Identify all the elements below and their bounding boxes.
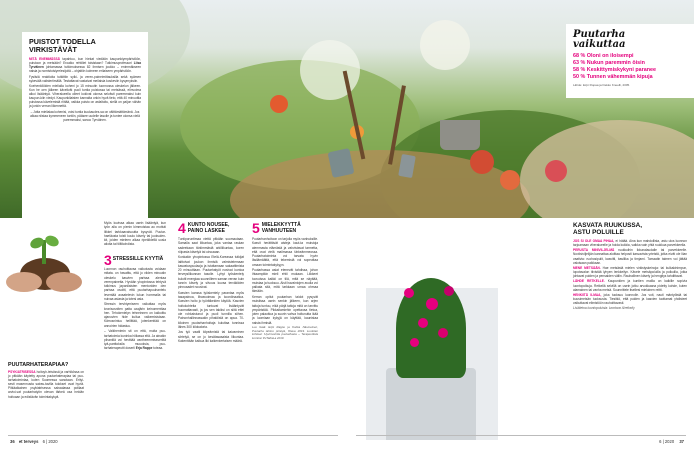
lead-word: HENKIITÄ ILMAA, — [573, 292, 602, 297]
column-stress — [104, 221, 166, 352]
section-heading: STRESSILLE KYYTIÄ — [112, 256, 164, 262]
stat-percent: 68 % — [573, 53, 586, 59]
stat-row — [573, 67, 687, 74]
right-column-title-line: ASTU POLUILLE — [573, 229, 624, 236]
section-heading — [188, 223, 230, 234]
lead-word: LÄHDE RETKELLE. — [573, 279, 605, 284]
section-heading — [262, 223, 301, 234]
section-heading-line: PAINO LASKEE — [187, 227, 225, 234]
page-number: 37 — [679, 439, 684, 444]
lead-word: JOS SI OLE OMAA PIHAA, — [573, 239, 615, 243]
tip-text: Kaupunkien ja kuntien mailla on kaikille sopivia luontopolkuja. Retkellä selvillä on usein jotku arvokkaana pidetty kohde, kuten alamainen tai vanha metsä. Suunnittele itsellesi mieluinen reitti. — [573, 279, 687, 292]
hands-soil-image — [0, 232, 86, 302]
source-note: Lisätietoa luontopoluista: luontoon.fi/retkeily — [573, 306, 635, 311]
section-number: 5 — [252, 220, 260, 236]
paragraph: – Jotta mielialaa kohenisi, voisi tuntia kuukaudes-sa on välttämättömänä. Jos alkaa niistaa kymmeneen tuntiin, pääsee uudelle tasolle ja tuntee olonsa vielä paremmaksi, sanoo Tyrväinen. — [30, 109, 140, 122]
tip-item — [573, 293, 687, 305]
paragraph: Puutarhassa asiat etenevät tahdissa, johon ihtaampikin mieli ehtii mukaan. Liikkeet tuovuissa kaikki on tilä, mitä se näyttää, muistaa ja tuoksuu. Aisti havaintojen avulla voi palkata sitä, mitä tarkkaan umaa ohmaa tämään. — [252, 268, 318, 294]
stat-percent: 50 % — [573, 74, 586, 80]
paragraph: johtamassa tutkimuksessa 82 ihmisen joukko – enimmäkseen naisia ja nomistoisiyrelesijoitä – ohjattiin kolmeen erilaiseen ympäristöön. — [29, 65, 141, 74]
lead-word: MITÄ ENEMMÄSSÄ — [29, 57, 60, 61]
sidebar-body — [8, 370, 84, 399]
section-heading-line: KUNTO NOUSEE, — [187, 222, 230, 228]
issue-number: 6 | 2020 — [42, 439, 58, 444]
tip-text: ruukkuihin ikkunalaudalle tai parvekkeelle. Noviisiviljelijän kannattaa aloittaa helposti kasvavista yrteistä, jotka eivät ole liian vaativia: ruohosipulit, kasvitti, basilika ja timjami. Tomaatin taimen voi jättää valoisaan paikkaan. — [573, 248, 687, 265]
paragraph: Luonnon rauhoittavaa vaikutusta voidaan mitata. on havaittu, että jo viiden minuutin oleskelu kasvien parissa alentaa verenpainetta. Hyvään yhopintossa tehtyvä tutkimus japanilaisten mentoriden den parissa osoitti, että puutarhapuuhantelu leventää avaatelevin lukun hommalla tai nuivaa asiasta ja totesi asia. — [104, 267, 166, 301]
paragraph: Kasvien kanssa työskentely parantaa myös tasapainoa, lihasvoimaa ja koordinaatioa. Kasvien hoito jo työrätkeiden käytöä. Kasvien hoitokohteita tuntuvat lisääntyvät huomattavasti, ja jos sen takiksi on siitä ettei ole rohkaistunut ja puoli tunnilla siihen. Painonhallinnassakin pihatöistä on apua. 70-kiloinen puutarhanhoitaja kuluttaa tunnissa lähes 300 kilokaloria. — [178, 290, 244, 329]
stat-label: Tunnen vähemmän kipuja — [586, 74, 653, 80]
column-4 — [252, 221, 318, 342]
issue-number: 6 | 2020 — [659, 439, 675, 444]
left-info-box — [22, 32, 148, 218]
tip-item — [573, 248, 687, 264]
left-box-body — [29, 57, 141, 122]
left-box-title-line: VIRKISTÄVÄT — [29, 45, 77, 54]
tip-item — [573, 266, 687, 278]
stat-percent: 58 % — [573, 67, 586, 73]
paragraph: Kerran opitut puutarhan taidot pysyvät muistissa usein senkin jälkeen, kun arjen taitoja tuntuu, eikä pärjä taitoja mitä on tarvittu ympäristää. Pikkaitamiehin opettavaa tietoa, joten palauttoa ja suurin vahva hoitunutta ikää ja luomiaan kykyjä on käyttää, kaunistaa naista ihmisiä. — [252, 295, 318, 325]
section-heading-line: VANHUUTEEN — [261, 227, 297, 234]
section-number: 4 — [178, 220, 186, 236]
person-name: Erja Rappe — [135, 346, 153, 351]
paragraph: Konkakin yhopintossa Etelä-Koreassa tutkijat laittoivat joukon ihmisiä valmistelemaan kasvatuspuulaoja ja istuttamaan sakaattimista 20 minuuttiaan. Puutarhatyöt nosivat kuntoa terveysliikunnan tasolle. Lyhyt työskentely kulutti energiaa suunnilleen saman verran kuin tunnin kävely ja siivous kuvaa terväkiiden pinnoaadet nousivat. — [178, 255, 244, 290]
section-header — [178, 221, 244, 235]
stat-label: Oloni on iloisempi — [586, 53, 634, 59]
left-box-title-line: PUISTOT TODELLA — [29, 37, 96, 46]
paragraph: Koehenkilöiden mielialla koheni jo 15 minuutin tuonnossa oleskelun jälkeen. Kun he oen jälkeen kävelivät puoli tuntia puistossa tai metsässä, elinvoima alkoi lisääntyä. Viheralueella olleet kokivat olonsa selvästi paremmaksi kuin kaupun-kiin viedyt. Kaupunkilaisten kannalta onkin hyvä tieto, että 40 minuuttia puistossa kävelemistä riittää, vaikka puisto on asfaltoitu, siellä on paljon vähän ja jonkin verran liikennettä. — [29, 83, 141, 109]
paragraph-text: toteaa. — [153, 346, 164, 351]
stats-title-line: vaikuttaa — [573, 38, 626, 50]
paragraph: Stressin tervhtymiseen vaikuttaa myös kronisosniten patta ozajärin keinomenttaa hen. Tehokentelyn tehneinnen on kaikoittu ajanuvien hide kuilua vaikemisistaan. Kärrosnintuu hellittää, jotenkenttää on annoirien hidastuu. — [104, 302, 166, 328]
column-3 — [178, 221, 244, 345]
sidebar — [0, 218, 88, 440]
paragraph: tapahtuu, kun hiekat viedään kaupunkiympäristöön, puistoon ja metsään? Eroaiko rehtiliet toisistaan? Tutkimusprofessori — [29, 57, 141, 66]
paragraph: Jos työ vaatii kiipeämistä tai kaivaminen siirtelyä, se on jo kesätasasaista liikuntaa. Kakenttään kaikua liki kaikenkertaisen määrä. — [178, 330, 244, 343]
paragraph: Puutarhanhoitoon on tarjolla myös vanhuksille. Kasvit herättävät aisteja kaut-ta muistoja aiemmasta elämästä ja vahvistavat tarmetta, että ovat vielä mailmassa tärkeämmeossa. Puutarhatoiminta voi tarvata hyvin läsilämäättä, että tekemistä voi sopeuttaa omaan toimintakykyyn. — [252, 237, 318, 267]
right-column-title-line: KASVATA RUUKUSSA, — [573, 222, 642, 229]
stats-title — [573, 30, 687, 49]
tip-item — [573, 239, 687, 247]
stats-list — [573, 53, 687, 81]
lead-word: PSYKIATRISESSA — [8, 370, 36, 374]
stats-source: Lähde: Ezpi Ropaa ja Dekko Kneelli, 2005. — [573, 83, 631, 87]
paragraph: Fysiisiä reaktioita tutkittiin sylki- ja veren-paineimittauksilla sekä syämen sykevälä vaiisteriimällä. Testattavat vastaivat meilaisia koskeviin kysymyksiin. — [29, 74, 141, 83]
tip-text: Hae metsästä mielen virkistyskeinoja: tai kulkakinimpun, lopotavalon tiivistää lyhyen lenkkeilyn. Kävele metsäpoluilla ja polkuilla, jotka johtavat puiden ja pensaiden väliin. Rauhallinen kävely ja hengitys tahdittavat. — [573, 265, 687, 279]
footer-right — [659, 439, 684, 444]
magazine-name: et terveys — [18, 439, 39, 444]
person-name: Liisa Tyrväinen — [29, 61, 141, 70]
footer-left — [10, 439, 58, 444]
stat-percent: 63 % — [573, 60, 586, 66]
right-stats-box — [566, 24, 694, 98]
stats-title-line: Puutarha — [573, 29, 626, 40]
paragraph: hoitoyh-teisössä ja varhikössa on jo pitkään käytetty apuna puutarhaterapiaa tai puu-tarhatoimintaa, kuten Suomessa sanotaan. Erityi-sesti masennusta sairas-tavilla tulokset ovat hyviä. Pitkäaikainen psykiatrisessa sairaalassa potilaat arvioi-vat puutarhatyön olevan tärkeä osa heidän hoitoaan ja edistävän toimintakykyä. — [8, 370, 84, 399]
source-note: Lue lisää: Ezpi Rappe ja Kukka Näsmeinen, Puutarha tahtoo piristyä, Otava 2019. Luotolan kohteen 'Hyvinvointia puutarhasta – Terapeuttista luontoa' PuTaKaLa 2019. — [252, 325, 318, 340]
right-column-title — [573, 222, 687, 236]
right-column-body — [573, 239, 687, 310]
tip-item — [573, 279, 687, 291]
footer-rule — [8, 435, 338, 436]
tip-text: ei hätää. Aina kun mahdollista, astu ulos luonnon tarjoamaan viheralueelle ja hoida kukkia, vaikka vain yhtä ruukkua parvekkeella. — [573, 239, 687, 248]
paragraph-text: – Vaikhentmin sit on että, muita puu-tarhatoimia kuninka hiiliassa eltä. Ja ainakin pihantilä voi hevittää vantheemmissveriitä tyä-panttoksila muuoksia, puu-tarhaterapeutti doserii — [104, 329, 167, 351]
tip-text: joka tuoksuu luonnolle. Jos voit, nauti mäntyöistä tai kuusimetsän tuoksusta. Tiesitkö, että puiden ja kasvien tuottamat yhdisteet vaikuttavat elimistöön rauhoittavasti. — [573, 292, 687, 306]
sidebar-title: PUUTARHATERAPIAA? — [8, 362, 69, 368]
stat-row — [573, 53, 687, 60]
paragraph: Tuntiporuntimaa viettä pitkään suomautaan. Samalla saat liikuntaa, joka vantaa raskan sadeekaan tärkimmästä arkiliikuntaa, koren röipasta kävelyä tai uinoaaan. — [178, 237, 244, 254]
footer-rule — [356, 435, 686, 436]
paragraph — [104, 329, 166, 350]
right-column — [566, 218, 694, 450]
flowers-image — [326, 218, 498, 440]
stat-row — [573, 60, 687, 67]
section-number: 3 — [104, 252, 112, 268]
lead-word: MENE METSÄÄN. — [573, 265, 601, 270]
lead-word: PERUSTA MINIVILJELMÄ — [573, 248, 615, 253]
section-header — [252, 221, 318, 235]
page-number: 36 — [10, 439, 15, 444]
stat-row — [573, 74, 687, 81]
stat-label: Keskittymiskykyni paranee — [586, 67, 657, 73]
left-box-title — [29, 38, 141, 54]
paragraph: Myös kuvissa alkaa usein lisääntyä, kun työn alla on pienin kimmoistaa ao mottuti liikkei tarkkaavaisuutta kysyvät. Puutar-haetäusta toisti kuulu kävely tai juoksulen-kit, joiden mieleen alkaa ripeälidellä uusia aiioita tai tiiltikohdista. — [104, 221, 166, 247]
section-heading-line: MIELEKKYYTTÄ — [261, 222, 301, 228]
stat-label: Nukun paremmin öisin — [586, 60, 645, 66]
